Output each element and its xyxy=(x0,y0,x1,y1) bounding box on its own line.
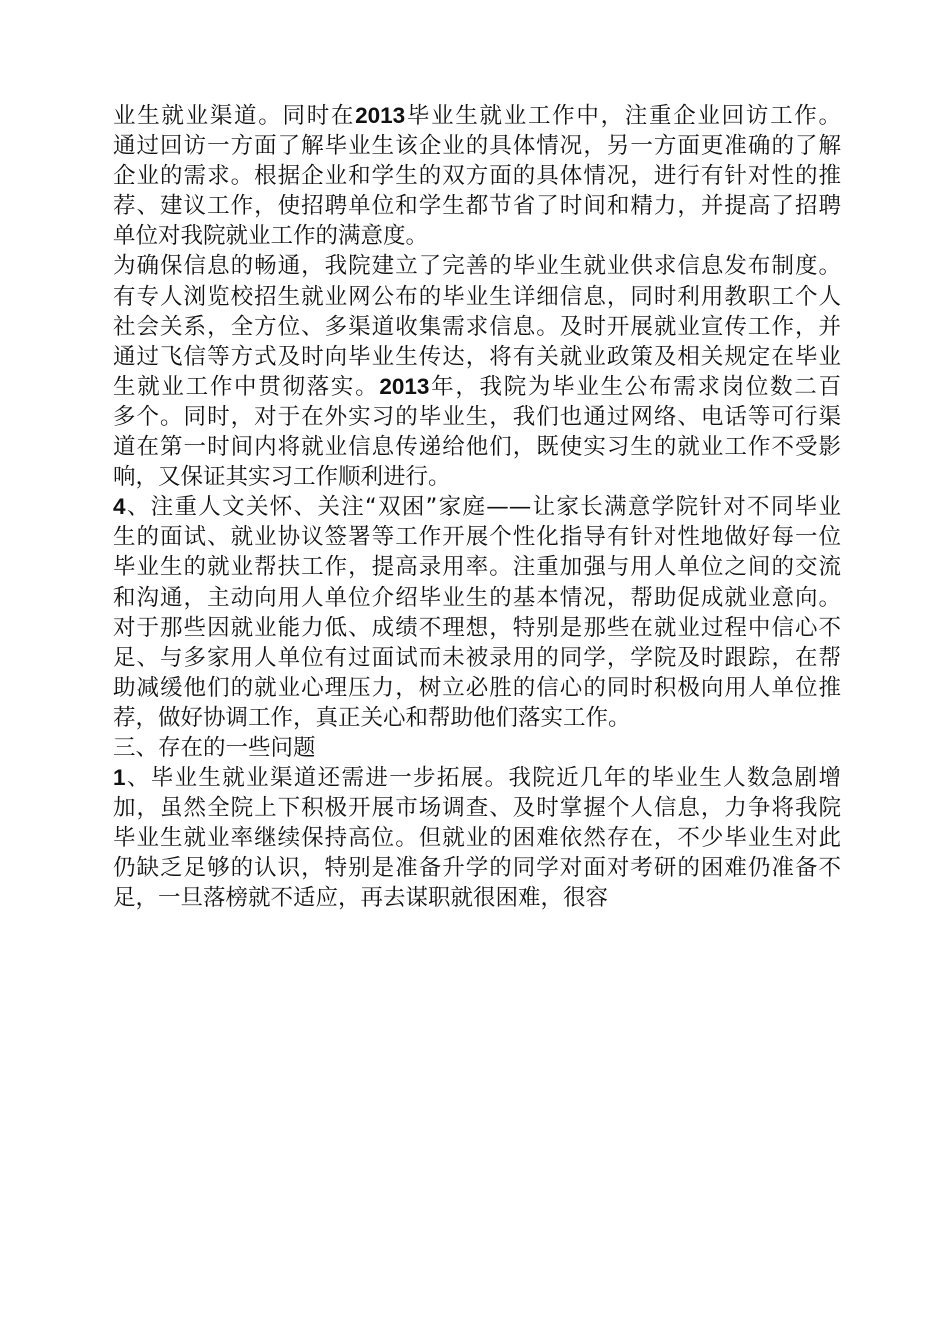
text-line: 生就业工作中贯彻落实。2013年，我院为毕业生公布需求岗位数二百 xyxy=(113,373,841,400)
text-line: 通过回访一方面了解毕业生该企业的具体情况，另一方面更准确的了解 xyxy=(113,133,841,160)
text-line: 企业的需求。根据企业和学生的双方面的具体情况，进行有针对性的推 xyxy=(113,163,841,190)
text-line: 荐、建议工作，使招聘单位和学生都节省了时间和精力，并提高了招聘 xyxy=(113,193,841,220)
document-body xyxy=(113,101,841,914)
text-line: 有专人浏览校招生就业网公布的毕业生详细信息，同时利用教职工个人 xyxy=(113,283,841,310)
text-line: 毕业生的就业帮扶工作，提高录用率。注重加强与用人单位之间的交流 xyxy=(113,554,841,581)
text-line: 仍缺乏足够的认识，特别是准备升学的同学对面对考研的困难仍准备不 xyxy=(113,855,841,882)
text-line: 毕业生就业率继续保持高位。但就业的困难依然存在，不少毕业生对此 xyxy=(113,825,841,852)
text-line: 荐，做好协调工作，真正关心和帮助他们落实工作。 xyxy=(113,704,631,731)
text-line: 多个。同时，对于在外实习的毕业生，我们也通过网络、电话等可行渠 xyxy=(113,403,841,430)
text-line: 为确保信息的畅通，我院建立了完善的毕业生就业供求信息发布制度。 xyxy=(113,253,841,280)
text-line: 足，一旦落榜就不适应，再去谋职就很困难，很容 xyxy=(113,885,609,912)
text-line: 助减缓他们的就业心理压力，树立必胜的信心的同时积极向用人单位推 xyxy=(113,674,841,701)
text-line: 道在第一时间内将就业信息传递给他们，既使实习生的就业工作不受影 xyxy=(113,434,841,461)
text-line: 通过飞信等方式及时向毕业生传达，将有关就业政策及相关规定在毕业 xyxy=(113,343,841,370)
text-line: 加，虽然全院上下积极开展市场调查、及时掌握个人信息，力争将我院 xyxy=(113,795,841,822)
text-line: 1、毕业生就业渠道还需进一步拓展。我院近几年的毕业生人数急剧增 xyxy=(113,765,841,792)
text-line: 对于那些因就业能力低、成绩不理想，特别是那些在就业过程中信心不 xyxy=(113,614,841,641)
text-line: 生的面试、就业协议签署等工作开展个性化指导有针对性地做好每一位 xyxy=(113,524,841,551)
text-line: 社会关系，全方位、多渠道收集需求信息。及时开展就业宣传工作，并 xyxy=(113,313,841,340)
section-heading-line: 4、注重人文关怀、关注“双困”家庭——让家长满意学院针对不同毕业 xyxy=(113,494,841,521)
section-heading: 三、存在的一些问题 xyxy=(113,734,316,761)
text-line: 响，又保证其实习工作顺利进行。 xyxy=(113,464,451,491)
text-line: 足、与多家用人单位有过面试而未被录用的同学，学院及时跟踪，在帮 xyxy=(113,644,841,671)
text-line: 单位对我院就业工作的满意度。 xyxy=(113,223,429,250)
text-line: 业生就业渠道。同时在2013毕业生就业工作中，注重企业回访工作。 xyxy=(113,103,841,129)
text-line: 和沟通，主动向用人单位介绍毕业生的基本情况，帮助促成就业意向。 xyxy=(113,584,841,611)
